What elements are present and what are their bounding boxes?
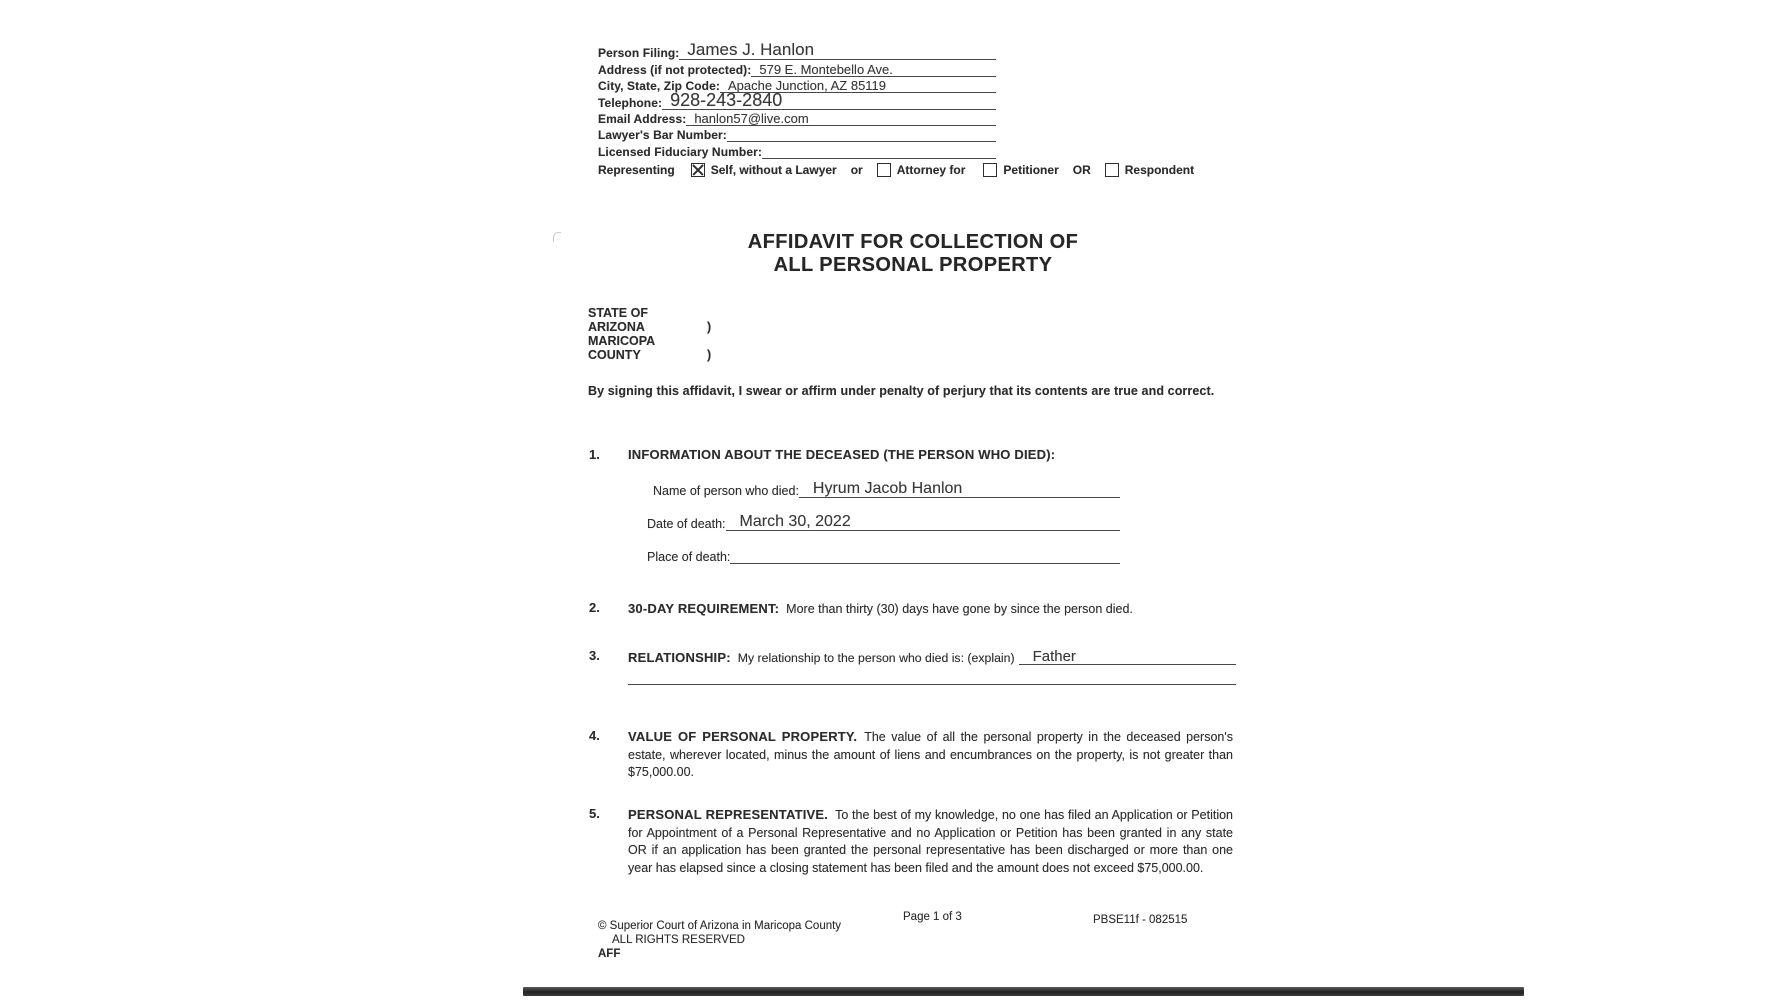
option-attorney-for-label: Attorney for [896, 163, 966, 177]
venue-state-label: STATE OF ARIZONA [588, 306, 648, 334]
scan-artifact [553, 232, 561, 242]
section-1-deceased-info [588, 447, 1238, 577]
scan-bottom-bar [523, 987, 1524, 996]
section-2-body: More than thirty (30) days have gone by since the person died. [786, 602, 1133, 616]
place-of-death-line [730, 543, 1120, 564]
address-row [598, 60, 996, 76]
representing-row [598, 163, 1194, 177]
venue-block [588, 306, 711, 362]
section-4-number: 4. [589, 728, 600, 743]
telephone-row [598, 89, 996, 110]
section-4-value-of-property [588, 728, 1238, 782]
telephone-line [662, 89, 996, 110]
document-title [588, 231, 1238, 277]
email-line [686, 109, 996, 126]
venue-state-paren: ) [707, 320, 712, 334]
section-5-personal-representative [588, 806, 1238, 877]
section-5-heading: PERSONAL REPRESENTATIVE. [628, 807, 829, 822]
footer-page-indicator: Page 1 of 3 [903, 911, 962, 923]
section-3-relationship [588, 648, 1238, 665]
address-value: 579 E. Montebello Ave. [759, 61, 893, 77]
telephone-label: Telephone: [598, 95, 663, 110]
section-2-number: 2. [589, 600, 600, 615]
venue-state-row [588, 306, 711, 334]
checkbox-self-without-lawyer [691, 163, 705, 177]
checkbox-attorney-for [877, 163, 891, 177]
section-5-body: To the best of my knowledge, no one has filed an Application or Petition for Appointment of a Personal Representative and no Application or Petition has been granted in any state OR if an application has been granted the personal representative has been discharged or more than one year has elapsed since a closing statement has been filed and the amount does not exceed $75,000.00. [628, 808, 1233, 875]
person-filing-label: Person Filing: [598, 46, 680, 61]
person-filing-row [598, 40, 996, 61]
deceased-name-line [799, 477, 1120, 498]
option-self-without-lawyer-label: Self, without a Lawyer [710, 163, 837, 177]
conjunction-or-caps: OR [1072, 163, 1091, 177]
footer-copyright: © Superior Court of Arizona in Maricopa County [598, 920, 842, 932]
section-3-number: 3. [589, 648, 600, 663]
section-4-body: The value of all the personal property in the deceased person's estate, wherever located, minus the amount of liens and encumbrances on the property, is not greater than $75,000.00. [628, 730, 1234, 779]
section-4-text [628, 728, 1233, 782]
section-3-heading: RELATIONSHIP: [628, 650, 731, 665]
venue-county-row [588, 334, 711, 362]
document-content [588, 0, 1238, 1000]
oath-statement: By signing this affidavit, I swear or affirm under penalty of perjury that its contents are true and correct. [588, 384, 1215, 398]
date-of-death-label: Date of death: [647, 517, 726, 531]
address-label: Address (if not protected): [598, 62, 752, 77]
document-page [523, 0, 1523, 1000]
city-state-zip-label: City, State, Zip Code: [598, 79, 720, 94]
venue-county-paren: ) [707, 348, 712, 362]
section-5-number: 5. [589, 806, 600, 821]
option-petitioner-label: Petitioner [1003, 163, 1059, 177]
deceased-fields [588, 478, 1238, 564]
checkbox-respondent [1105, 163, 1119, 177]
email-value: hanlon57@live.com [694, 110, 809, 126]
checkbox-petitioner [983, 163, 997, 177]
section-4-heading: VALUE OF PERSONAL PROPERTY. [628, 729, 858, 744]
relationship-answer-line-2 [628, 684, 1236, 685]
bar-number-label: Lawyer's Bar Number: [598, 128, 727, 143]
date-of-death-value: March 30, 2022 [739, 513, 851, 530]
fiduciary-number-row [598, 142, 996, 158]
city-state-zip-value: Apache Junction, AZ 85119 [727, 78, 887, 94]
person-filing-line [679, 40, 996, 60]
deceased-name-label: Name of person who died: [653, 484, 799, 498]
bar-number-row [598, 126, 996, 142]
option-respondent-label: Respondent [1124, 163, 1195, 177]
person-filing-value: James J. Hanlon [687, 40, 815, 60]
email-row [598, 110, 996, 126]
filer-info-block [598, 40, 996, 159]
footer-form-code: PBSE11f - 082515 [1093, 914, 1188, 926]
footer-form-abbr: AFF [598, 948, 621, 960]
date-of-death-line [726, 510, 1120, 531]
deceased-name-row [653, 478, 1120, 498]
relationship-answer-line [1019, 647, 1236, 665]
venue-county-label: MARICOPA COUNTY [588, 334, 655, 362]
footer-rights-reserved: ALL RIGHTS RESERVED [612, 934, 745, 946]
fiduciary-number-label: Licensed Fiduciary Number: [598, 144, 762, 159]
section-1-number: 1. [589, 447, 600, 462]
email-label: Email Address: [598, 111, 687, 126]
relationship-row [628, 648, 1236, 665]
representing-label: Representing [598, 163, 675, 177]
city-state-zip-row [598, 77, 996, 93]
telephone-value: 928-243-2840 [670, 89, 783, 110]
fiduciary-number-line [762, 141, 996, 158]
section-5-text [628, 806, 1233, 877]
place-of-death-row [647, 544, 1120, 564]
section-3-body: My relationship to the person who died is: (explain) [737, 651, 1015, 665]
place-of-death-label: Place of death: [647, 550, 731, 564]
section-2-30-day-requirement [588, 600, 1238, 619]
date-of-death-row [647, 511, 1120, 531]
section-2-heading: 30-DAY REQUIREMENT: [628, 601, 780, 616]
title-line-2: ALL PERSONAL PROPERTY [773, 254, 1053, 276]
address-line [751, 59, 996, 76]
title-line-1: AFFIDAVIT FOR COLLECTION OF [747, 231, 1079, 253]
section-1-heading: INFORMATION ABOUT THE DECEASED (THE PERSON WHO DIED): [628, 447, 1056, 462]
conjunction-or: or [850, 163, 863, 177]
bar-number-line [727, 125, 996, 142]
deceased-name-value: Hyrum Jacob Hanlon [812, 480, 963, 497]
section-2-text [628, 600, 1233, 619]
relationship-answer-value: Father [1032, 648, 1076, 665]
